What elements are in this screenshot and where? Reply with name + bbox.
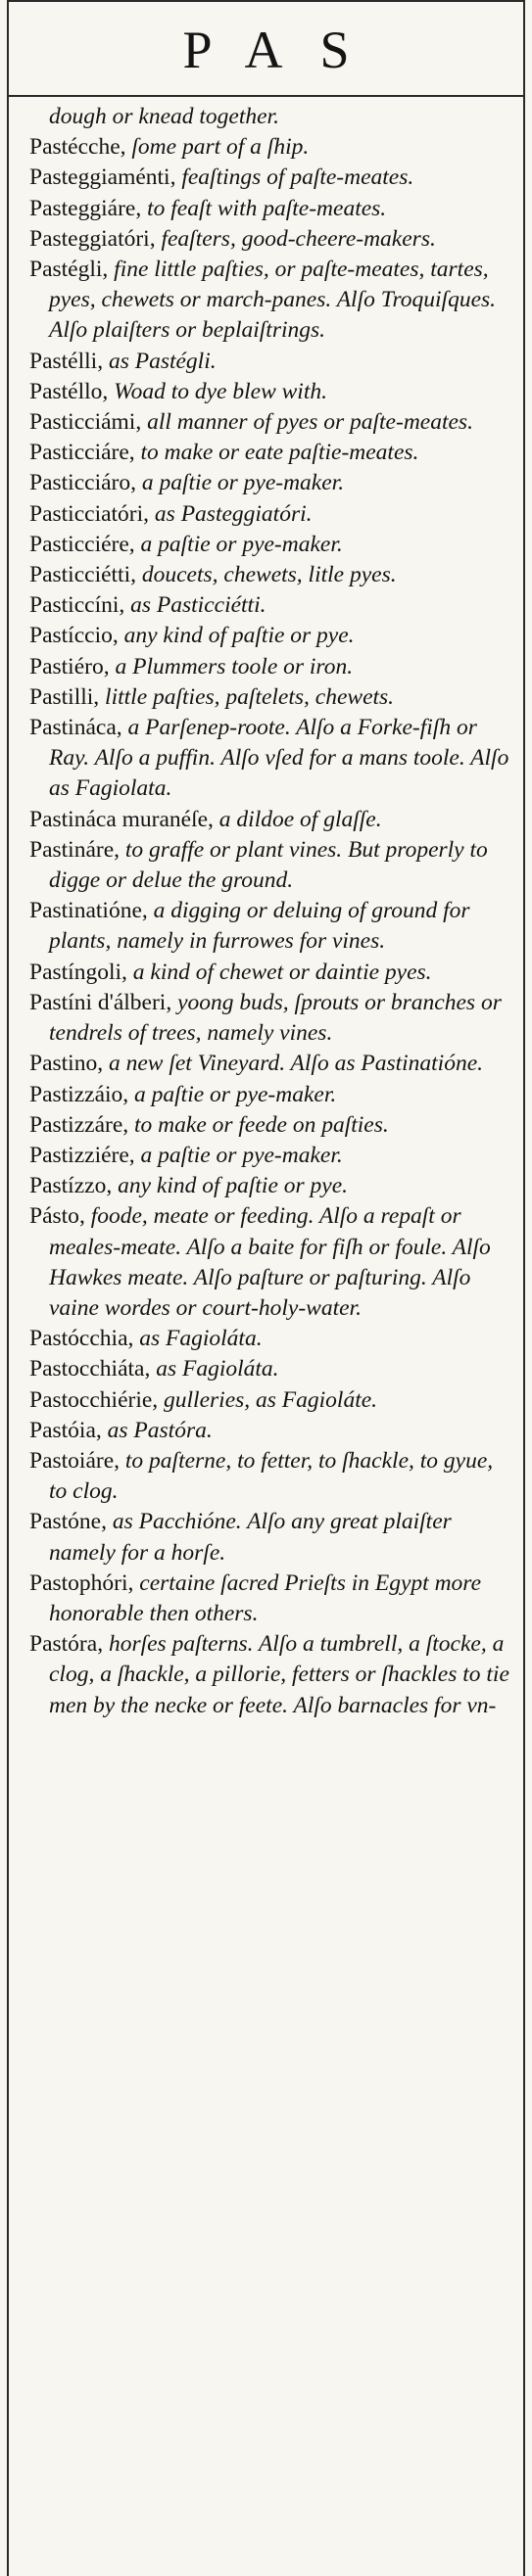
dictionary-entry (29, 1385, 514, 1416)
entry-list (29, 102, 514, 1721)
dictionary-entry (29, 163, 514, 193)
entry-definition: little paſties, paſtelets, chewets. (105, 683, 395, 710)
entry-headword: Pastizziére (29, 1142, 129, 1168)
entry-separator: , (97, 1051, 109, 1077)
entry-separator: , (141, 898, 154, 924)
entry-definition: gulleries, as Fagioláte. (164, 1386, 378, 1413)
top-border-rule (7, 0, 525, 2)
entry-headword: Pasticciáre (29, 440, 129, 466)
dictionary-entry (29, 377, 514, 407)
entry-separator: , (93, 683, 106, 710)
entry-separator: , (101, 1509, 113, 1535)
entry-headword: Pastízzo (29, 1173, 107, 1199)
entry-separator: , (120, 134, 132, 161)
dictionary-entry (29, 1416, 514, 1446)
entry-separator: , (135, 195, 148, 221)
entry-headword: Pastíccio (29, 623, 113, 649)
entry-headword: Pastocchiáta (29, 1356, 145, 1382)
dictionary-entry (29, 652, 514, 682)
entry-definition: as Pacchióne. Alſo any great plaiſter namely for a horſe. (49, 1509, 452, 1566)
entry-separator: , (95, 1417, 108, 1443)
entry-headword: Pastócchia (29, 1326, 128, 1352)
entry-separator: , (114, 1447, 125, 1474)
entry-headword: Pastóne (29, 1509, 102, 1535)
dictionary-entry (29, 1171, 514, 1201)
entry-separator: , (149, 225, 162, 252)
entry-headword: Pastophóri (29, 1569, 128, 1596)
dictionary-entry (29, 896, 514, 957)
entry-separator: , (169, 164, 182, 191)
dictionary-entry (29, 468, 514, 498)
entry-definition: as Fagioláta. (156, 1356, 279, 1382)
entry-headword: Pasticciére (29, 531, 129, 557)
entry-definition: foode, meate or feeding. Alſo a repaſt or meales-meate. Alſo a baite for fiſh or foule. Alſo Hawkes meate. Alſo paſture or paſturing. Alſo vaine wordes or court-holy-water. (49, 1203, 491, 1321)
dictionary-entry (29, 407, 514, 438)
entry-headword: Pasticciáro (29, 470, 131, 496)
dictionary-entry (29, 988, 514, 1049)
entry-separator: , (166, 989, 178, 1015)
entry-separator: , (127, 1569, 140, 1596)
entry-headword: Pastéllo (29, 378, 103, 404)
entry-definition: a kind of chewet or daintie pyes. (132, 959, 432, 985)
entry-separator: , (143, 500, 155, 527)
entry-headword: Pasticcíni (29, 592, 120, 619)
entry-separator: , (106, 1173, 119, 1199)
entry-definition: to paſterne, to fetter, to ſhackle, to gyue, to clog. (49, 1447, 494, 1505)
entry-definition: a Plummers toole or iron. (115, 653, 354, 679)
entry-separator: , (102, 378, 115, 404)
entry-definition: as Pastóra. (107, 1417, 213, 1443)
entry-separator: , (122, 1081, 135, 1107)
entry-separator: , (114, 836, 125, 863)
dictionary-entry (29, 560, 514, 590)
entry-headword: Pásto (29, 1203, 79, 1230)
entry-separator: , (102, 257, 115, 283)
dictionary-entry (29, 499, 514, 530)
entry-separator: , (130, 470, 142, 496)
entry-headword: Pastináre (29, 836, 115, 863)
entry-definition: to make or eate paſtie-meates. (140, 440, 419, 466)
entry-separator: , (128, 1142, 141, 1168)
entry-definition: horſes paſterns. Alſo a tumbrell, a ſtocke, a clog, a ſhackle, a pillorie, fetters or ſhackles to tie men by the necke or feete. Alſo barnacles for vn- (49, 1631, 509, 1718)
entry-headword: Pastináca (29, 715, 117, 741)
dictionary-entry (29, 1141, 514, 1171)
entry-separator: , (208, 806, 219, 832)
entry-headword: Pastizzáre (29, 1111, 123, 1138)
entry-headword: Pastino (29, 1051, 98, 1077)
entry-separator: , (119, 592, 131, 619)
entry-separator: , (128, 531, 141, 557)
dictionary-entry (29, 1324, 514, 1354)
dictionary-entry (29, 224, 514, 255)
entry-headword: Pastinatióne (29, 898, 142, 924)
dictionary-entry (29, 1354, 514, 1384)
entry-headword: Pasteggiaménti (29, 164, 170, 191)
entry-definition: as Pastégli. (108, 348, 217, 374)
entry-definition: feaſtings of paſte-meates. (181, 164, 414, 191)
dictionary-entry (29, 590, 514, 621)
entry-headword: Pastoiáre (29, 1447, 115, 1474)
dictionary-entry (29, 1446, 514, 1507)
entry-definition: Woad to dye blew with. (114, 378, 327, 404)
dictionary-entry (29, 1507, 514, 1568)
right-border-rule (523, 0, 525, 2576)
dictionary-entry (29, 1110, 514, 1141)
dictionary-entry (29, 1201, 514, 1324)
entry-definition: any kind of paſtie or pye. (123, 623, 355, 649)
dictionary-entry (29, 682, 514, 713)
dictionary-entry (49, 102, 514, 132)
entry-definition: a paſtie or pye-maker. (140, 531, 343, 557)
entry-definition: yoong buds, ſprouts or branches or tendrels of trees, namely vines. (49, 989, 502, 1047)
entry-definition: a paſtie or pye-maker. (140, 1142, 343, 1168)
entry-definition: as Fagioláta. (139, 1326, 263, 1352)
entry-separator: , (112, 623, 124, 649)
entry-definition: feaſters, good-cheere-makers. (161, 225, 436, 252)
entry-definition: certaine ſacred Prieſts in Egypt more honorable then others. (49, 1569, 481, 1626)
entry-headword: Pastégli (29, 257, 103, 283)
entry-headword: Pastécche (29, 134, 121, 161)
dictionary-entry (29, 621, 514, 651)
dictionary-entry (29, 1080, 514, 1110)
entry-definition: to feaſt with paſte-meates. (147, 195, 387, 221)
entry-headword: Pasticciámi (29, 409, 136, 436)
dictionary-entry (29, 835, 514, 896)
entry-separator: , (103, 653, 116, 679)
entry-definition: fine little paſties, or paſte-meates, tartes, pyes, chewets or march-panes. Alſo Troquiſques. Alſo plaiſters or beplaiſtrings. (49, 257, 497, 344)
entry-definition: to make or feede on paſties. (134, 1111, 389, 1138)
dictionary-entry (29, 347, 514, 377)
entry-headword: Pastíni d'álberi (29, 989, 167, 1015)
entry-separator: , (135, 409, 148, 436)
entry-definition: to graffe or plant vines. But properly to digge or delue the ground. (49, 836, 488, 894)
entry-separator: , (121, 959, 133, 985)
entry-headword: Pastocchiérie (29, 1386, 153, 1413)
dictionary-entry (29, 1049, 514, 1079)
entry-definition: a new ſet Vineyard. Alſo as Pastinatióne. (108, 1051, 484, 1077)
entry-separator: , (127, 1326, 140, 1352)
entry-separator: , (152, 1386, 165, 1413)
entry-definition: all manner of pyes or paſte-meates. (147, 409, 473, 436)
dictionary-entry (29, 1629, 514, 1721)
entry-definition: a paſtie or pye-maker. (134, 1081, 337, 1107)
left-border-rule (7, 0, 9, 2576)
entry-definition: doucets, chewets, litle pyes. (141, 562, 397, 588)
entry-definition: as Pasteggiatóri. (154, 500, 313, 527)
entry-definition: a paſtie or pye-maker. (141, 470, 345, 496)
entry-headword: Pasteggiáre (29, 195, 136, 221)
entry-headword: Pastiéro (29, 653, 104, 679)
entry-headword: Pasticciétti (29, 562, 131, 588)
entry-definition: dough or knead together. (49, 104, 279, 129)
entry-separator: , (128, 440, 141, 466)
page-running-header: PAS (182, 21, 387, 79)
dictionary-entry (29, 958, 514, 988)
entry-separator: , (130, 562, 142, 588)
entry-definition: as Pasticciétti. (130, 592, 266, 619)
entry-definition: a dildoe of glaſſe. (218, 806, 382, 832)
dictionary-entry (29, 255, 514, 347)
dictionary-entry (29, 805, 514, 835)
dictionary-entry (29, 530, 514, 560)
entry-definition: ſome part of a ſhip. (131, 134, 310, 161)
entry-definition: a digging or deluing of ground for plants, namely in furrowes for vines. (49, 898, 470, 955)
header-rule (7, 95, 525, 97)
entry-headword: Pastélli (29, 348, 98, 374)
dictionary-entry (29, 132, 514, 163)
entry-separator: , (97, 1631, 109, 1658)
dictionary-entry (29, 713, 514, 805)
entry-headword: Pastóia (29, 1417, 96, 1443)
entry-separator: , (144, 1356, 157, 1382)
entry-definition: any kind of paſtie or pye. (118, 1173, 349, 1199)
entry-separator: , (122, 1111, 135, 1138)
entry-separator: , (97, 348, 109, 374)
entry-headword: Pastóra (29, 1631, 98, 1658)
entry-headword: Pastináca muranéſe (29, 806, 209, 832)
dictionary-entry (29, 194, 514, 224)
entry-headword: Pastilli (29, 683, 94, 710)
entry-headword: Pastíngoli (29, 959, 122, 985)
dictionary-entry (29, 438, 514, 468)
entry-definition: a Parſenep-roote. Alſo a Forke-fiſh or Ray. Alſo a puffin. Alſo vſed for a mans toole. Alſo as Fagiolata. (49, 715, 509, 802)
entry-separator: , (78, 1203, 91, 1230)
entry-headword: Pasticciatóri (29, 500, 144, 527)
entry-headword: Pasteggiatóri (29, 225, 150, 252)
dictionary-entry (29, 1569, 514, 1629)
entry-separator: , (116, 715, 128, 741)
entry-headword: Pastizzáio (29, 1081, 123, 1107)
